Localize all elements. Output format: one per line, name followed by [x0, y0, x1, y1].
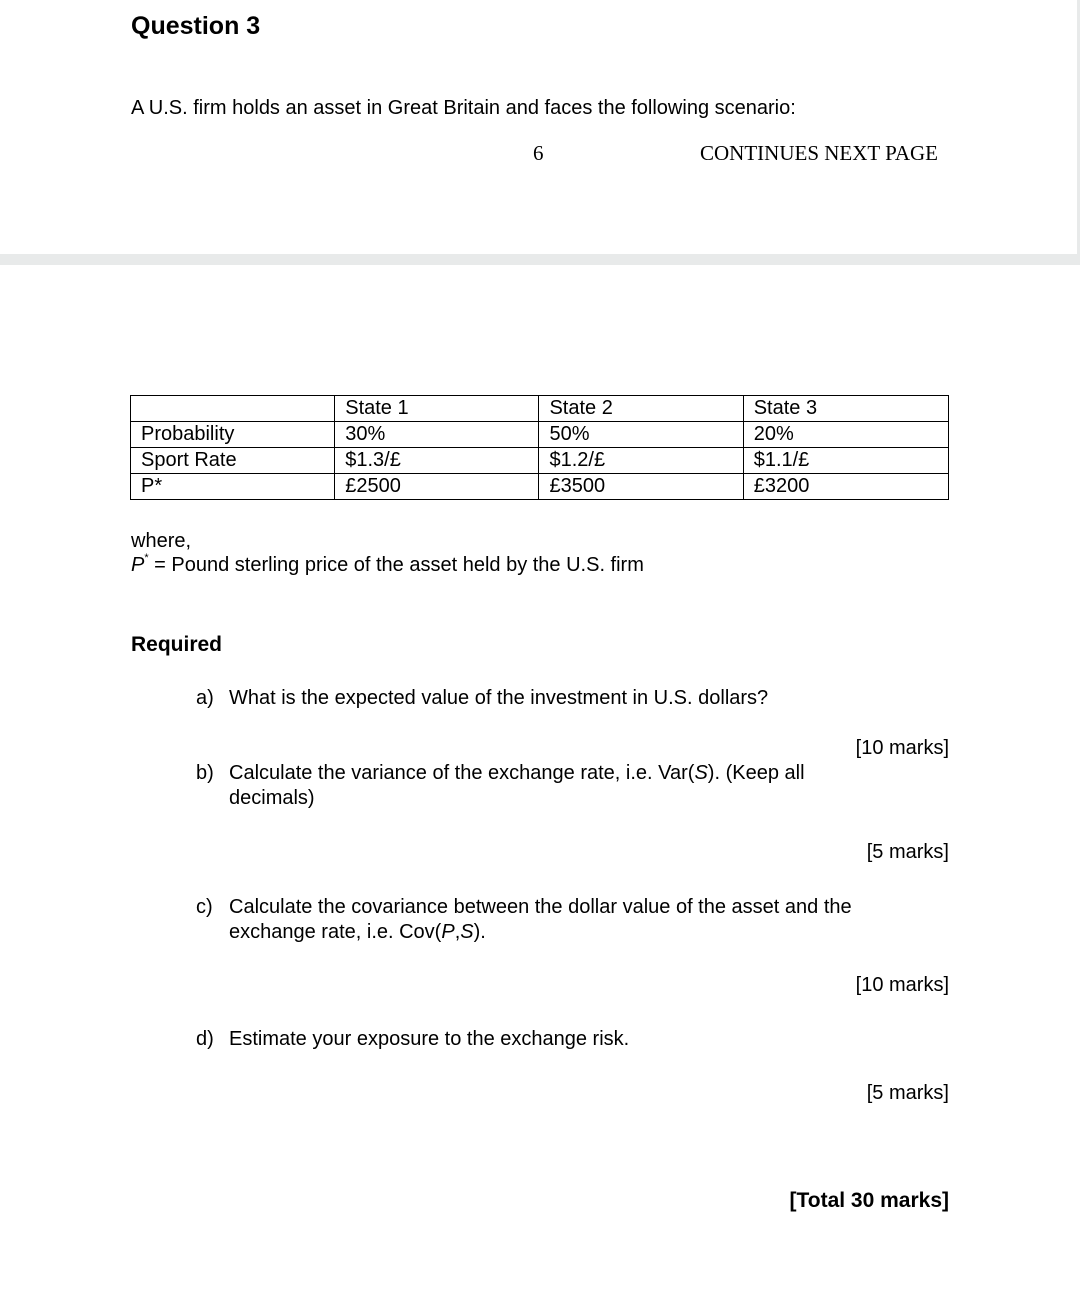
question-b-marks: [5 marks]	[866, 841, 949, 863]
question-c-post: ).	[473, 921, 486, 943]
question-d-text: Estimate your exposure to the exchange risk.	[229, 1028, 630, 1050]
table-cell: £2500	[335, 474, 539, 500]
table-cell: 50%	[539, 422, 743, 448]
table-cell: 30%	[335, 422, 539, 448]
table-cell: $1.1/£	[743, 448, 948, 474]
question-b-pre: Calculate the variance of the exchange rate, i.e. Var(	[229, 762, 695, 784]
question-a-marks: [10 marks]	[855, 737, 949, 759]
continues-next-page: CONTINUES NEXT PAGE	[700, 141, 939, 165]
where-text: where,	[131, 530, 192, 552]
def-superscript: *	[144, 552, 149, 564]
table-row	[131, 448, 949, 474]
question-b-label: b)	[196, 762, 214, 784]
table-row	[131, 474, 949, 500]
table-cell: £3200	[743, 474, 948, 500]
table-cell: $1.3/£	[335, 448, 539, 474]
row-label-p-star: P*	[131, 474, 335, 500]
scenario-table	[130, 395, 949, 500]
question-c-pre: exchange rate, i.e. Cov(	[229, 921, 442, 943]
question-b-var: S	[694, 762, 708, 784]
question-title: Question 3	[131, 12, 261, 40]
intro-text: A U.S. firm holds an asset in Great Britain and faces the following scenario:	[131, 97, 796, 119]
page-break-divider	[0, 254, 1080, 265]
header-state-2: State 2	[539, 396, 743, 422]
question-c-sep: ,	[454, 921, 461, 943]
table-cell: £3500	[539, 474, 743, 500]
header-state-1: State 1	[335, 396, 539, 422]
table-cell: $1.2/£	[539, 448, 743, 474]
question-a-text: What is the expected value of the investment in U.S. dollars?	[229, 687, 769, 709]
question-c-var-p: P	[441, 921, 455, 943]
question-b-text-line1	[229, 761, 805, 786]
question-d-marks: [5 marks]	[866, 1082, 949, 1104]
row-label-spot-rate: Sport Rate	[131, 448, 335, 474]
table-corner-cell	[131, 396, 335, 422]
table-header-row	[131, 396, 949, 422]
table-row	[131, 422, 949, 448]
question-b-text-line2: decimals)	[229, 787, 315, 809]
question-c-text-line2	[229, 920, 486, 945]
header-state-3: State 3	[743, 396, 948, 422]
p-star-definition	[131, 554, 644, 577]
row-label-probability: Probability	[131, 422, 335, 448]
def-symbol: P	[131, 554, 145, 576]
question-d-label: d)	[196, 1028, 214, 1050]
def-text: = Pound sterling price of the asset held by the U.S. firm	[148, 554, 644, 576]
question-b-post: ). (Keep all	[707, 762, 805, 784]
question-c-marks: [10 marks]	[855, 974, 949, 996]
question-a-label: a)	[196, 687, 214, 709]
required-heading: Required	[131, 633, 223, 656]
question-c-text-line1: Calculate the covariance between the dollar value of the asset and the	[229, 896, 852, 918]
page-number: 6	[533, 141, 544, 165]
table-cell: 20%	[743, 422, 948, 448]
question-c-var-s: S	[460, 921, 474, 943]
question-c-label: c)	[196, 896, 213, 918]
total-marks: [Total 30 marks]	[789, 1189, 949, 1212]
